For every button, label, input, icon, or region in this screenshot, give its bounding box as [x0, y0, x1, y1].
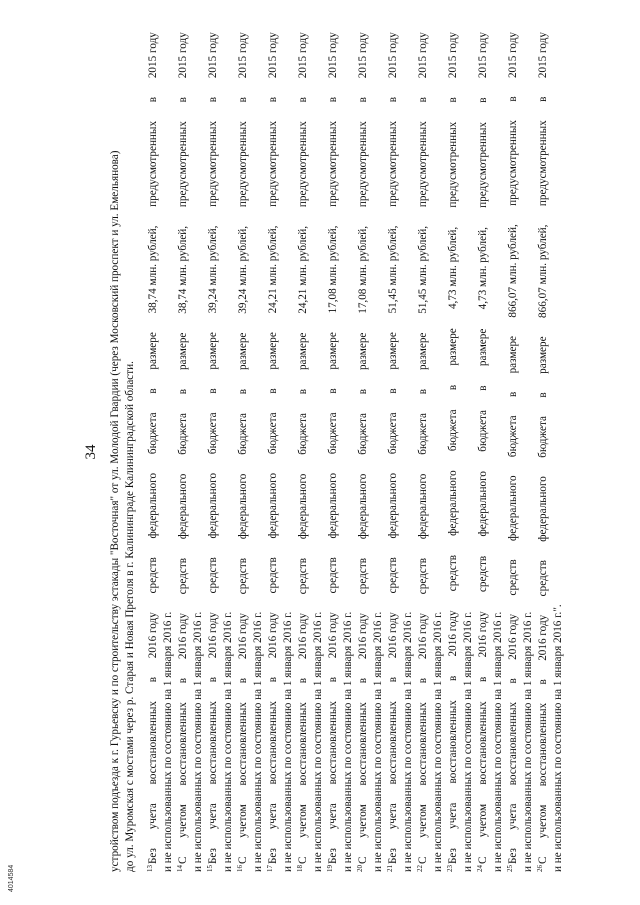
footnote-word: в	[537, 392, 549, 398]
footnote-word: восстановленных	[417, 702, 429, 786]
footnote-word: бюджета	[297, 413, 309, 455]
footnote-first-word	[176, 857, 191, 872]
footnote-word: 2016 году	[447, 610, 459, 657]
footnote-continuation: и не использованных по состоянию на 1 января 2016 г.	[222, 611, 234, 872]
footnote-word: в	[237, 97, 249, 103]
footnote-number: 13	[146, 865, 154, 872]
footnote-word: 2015 году	[237, 32, 249, 79]
footnote-word: предусмотренных	[537, 120, 549, 207]
footnote-word: бюджета	[447, 409, 459, 452]
footnote-first-word	[296, 857, 311, 872]
footnote-number: 22	[416, 865, 424, 872]
footnote-word: 2016 году	[147, 612, 159, 659]
footnote-word: восстановленных	[297, 702, 309, 786]
footnote-word: восстановленных	[177, 702, 189, 786]
footnote-word: в	[207, 96, 219, 103]
footnote-word-text: Без	[507, 848, 519, 864]
footnote-word: 17,08 млн. рублей,	[327, 225, 339, 314]
footnote-word: 39,24 млн. рублей,	[207, 225, 219, 314]
footnote-word: предусмотренных	[387, 120, 399, 207]
footnote	[476, 32, 506, 872]
footnote-word: в	[147, 388, 159, 394]
footnote-word: бюджета	[507, 415, 519, 458]
footnote-first-word	[416, 857, 431, 872]
footnote-line	[476, 32, 491, 872]
footnote-word: федерального	[297, 473, 309, 540]
footnote-word: средств	[537, 560, 549, 597]
footnote-word: средств	[507, 559, 519, 596]
footnote-word: предусмотренных	[357, 121, 369, 208]
footnote-word-text: Без	[207, 848, 219, 864]
footnote-word: в	[477, 676, 489, 682]
footnote-word: в	[357, 97, 369, 103]
footnote-word: предусмотренных	[297, 121, 309, 208]
footnote-word: 2016 году	[327, 612, 339, 659]
footnote-line	[416, 32, 431, 872]
footnote-word: размере	[177, 332, 189, 371]
footnote-word: в	[147, 676, 159, 683]
footnote-word: 2016 году	[477, 611, 489, 658]
footnote-continuation: и не использованных по состоянию на 1 января 2016 г.	[252, 611, 264, 872]
footnote-word: бюджета	[147, 412, 159, 455]
footnote-word: учетом	[357, 804, 369, 838]
footnote-word: федерального	[237, 473, 249, 540]
footnote-word: 2016 году	[417, 613, 429, 660]
footnote	[506, 32, 536, 872]
footnote-word: бюджета	[177, 413, 189, 455]
footnote-word: в	[357, 677, 369, 684]
footnote-word: 2015 году	[507, 32, 519, 79]
footnote	[416, 32, 446, 872]
document-id: 4014584	[8, 864, 15, 892]
footnote-word: учета	[147, 803, 159, 830]
footnote-continuation: и не использованных по состоянию на 1 января 2016 г.	[522, 611, 534, 872]
footnote-continuation: и не использованных по состоянию на 1 января 2016 г.	[342, 611, 354, 872]
footnote-first-word	[506, 848, 521, 872]
footnote-word: в	[537, 96, 549, 102]
footnote	[326, 32, 356, 872]
footnote-line	[356, 32, 371, 872]
footnote-word: предусмотренных	[177, 121, 189, 208]
footnote-word: федерального	[267, 472, 279, 539]
footnote-word: размере	[297, 332, 309, 371]
footnote-line	[536, 32, 551, 872]
footnote-first-word	[206, 848, 221, 872]
footnote-word: средств	[327, 557, 339, 594]
footnote-word: в	[357, 388, 369, 395]
footnote-word: 39,24 млн. рублей,	[237, 225, 249, 314]
footnote-word: 2015 году	[267, 32, 279, 79]
footnote-word: в	[297, 97, 309, 103]
footnote-word: предусмотренных	[477, 121, 489, 208]
footnote-word: 866,07 млн. рублей,	[537, 224, 549, 318]
footnote-word: средств	[207, 557, 219, 594]
footnote-word: в	[297, 677, 309, 684]
footnote-line	[206, 32, 221, 872]
footnote-number: 14	[176, 865, 184, 872]
footnote-line	[146, 32, 161, 872]
footnote-word: предусмотренных	[237, 121, 249, 208]
intro-paragraph	[108, 32, 138, 872]
footnote-line	[176, 32, 191, 872]
footnote-word: средств	[147, 557, 159, 594]
footnote-first-word	[266, 848, 281, 872]
footnote-word: учета	[267, 803, 279, 830]
footnote-word: средств	[297, 558, 309, 595]
footnote-word: 866,07 млн. рублей,	[507, 224, 519, 318]
footnote-word: в	[417, 388, 429, 395]
footnote-word: бюджета	[387, 412, 399, 455]
footnote-word: размере	[447, 328, 459, 366]
footnote-word-text: С	[477, 856, 489, 864]
footnote	[296, 32, 326, 872]
footnote-number: 26	[536, 865, 544, 872]
footnote-word: средств	[237, 558, 249, 595]
footnote-word: 2016 году	[297, 613, 309, 660]
footnote-word: федерального	[357, 473, 369, 540]
footnote-word: в	[417, 97, 429, 103]
footnote-word: в	[387, 676, 399, 683]
footnote-number: 15	[206, 865, 214, 872]
footnote	[146, 32, 176, 872]
footnote-word: восстановленных	[507, 701, 519, 786]
rotated-content	[80, 32, 564, 872]
footnote-word: размере	[477, 328, 489, 367]
footnote-word: 2015 году	[387, 32, 399, 79]
footnote-word: учета	[327, 803, 339, 830]
footnote-word: бюджета	[237, 413, 249, 455]
footnote-word: федерального	[387, 472, 399, 539]
footnote-word: размере	[537, 336, 549, 374]
footnote-first-word	[446, 848, 461, 872]
footnote-word: в	[327, 388, 339, 394]
footnote-continuation: и не использованных по состоянию на 1 января 2016 г.".	[552, 604, 564, 872]
footnote-word-text: Без	[267, 848, 279, 864]
footnote-word: 2016 году	[237, 613, 249, 660]
footnote-word: средств	[417, 558, 429, 595]
footnote-first-word	[236, 857, 251, 872]
footnote-word: в	[207, 388, 219, 394]
intro-line: до ул. Муромская с мостами через р. Старая и Новая Преголя в г. Калининграде Калининградской области.	[124, 361, 136, 872]
footnote-word: восстановленных	[387, 701, 399, 785]
footnote-word: размере	[507, 335, 519, 374]
footnote-word: средств	[177, 558, 189, 595]
footnote-word: федерального	[147, 472, 159, 539]
footnote-word: средств	[447, 555, 459, 592]
footnote-word: федерального	[507, 475, 519, 541]
footnote-number: 18	[296, 865, 304, 872]
footnote-word: в	[447, 97, 459, 103]
footnote-word: 38,74 млн. рублей,	[147, 225, 159, 314]
footnote-word: предусмотренных	[327, 120, 339, 207]
footnote-word: бюджета	[417, 413, 429, 455]
footnote-line	[236, 32, 251, 872]
footnote-list	[146, 32, 566, 872]
footnote-first-word	[476, 857, 491, 872]
footnote-word: размере	[237, 332, 249, 371]
footnote-word: федерального	[447, 470, 459, 536]
footnote-word: 2015 году	[177, 32, 189, 79]
footnote-word: в	[267, 676, 279, 683]
footnote	[266, 32, 296, 872]
footnote	[236, 32, 266, 872]
footnote-word: 2015 году	[537, 32, 549, 79]
footnote-word: в	[147, 96, 159, 103]
footnote-word: восстановленных	[267, 701, 279, 785]
footnote	[176, 32, 206, 872]
footnote-word: учета	[447, 802, 459, 829]
footnote-word: бюджета	[327, 412, 339, 455]
footnote-number: 25	[506, 865, 514, 872]
footnote-word-text: Без	[327, 848, 339, 864]
intro-line: устройством подъезда к г. Гурьевску и по строительству эстакады "Восточная" от ул. Молодой Гвардии (через Московский проспект и ул. Емельянова)	[109, 150, 121, 872]
footnote-word: в	[267, 96, 279, 103]
footnote-word: учетом	[477, 803, 489, 838]
footnote-word: 17,08 млн. рублей,	[357, 225, 369, 314]
footnote-word: в	[327, 96, 339, 103]
footnote-word: предусмотренных	[447, 121, 459, 208]
footnote-word: 38,74 млн. рублей,	[177, 225, 189, 314]
footnote-word-text: С	[237, 856, 249, 864]
footnote-word: 51,45 млн. рублей,	[417, 225, 429, 314]
footnote-word: в	[237, 677, 249, 684]
footnote-first-word	[326, 848, 341, 872]
footnote-word: федерального	[477, 470, 489, 537]
footnote-word: в	[177, 97, 189, 103]
footnote-word-text: С	[357, 856, 369, 864]
footnote-word: учета	[387, 803, 399, 830]
footnote-word: 2015 году	[357, 32, 369, 79]
footnote-continuation: и не использованных по состоянию на 1 января 2016 г.	[462, 611, 474, 872]
footnote-word: 51,45 млн. рублей,	[387, 225, 399, 314]
footnote-word: бюджета	[267, 412, 279, 455]
footnote-continuation: и не использованных по состоянию на 1 января 2016 г.	[402, 611, 414, 872]
footnote-word: бюджета	[357, 413, 369, 455]
footnote-word-text: С	[177, 856, 189, 864]
footnote-word: 2016 году	[177, 613, 189, 660]
footnote-word: восстановленных	[147, 701, 159, 785]
footnote-line	[446, 32, 461, 872]
footnote-word: федерального	[537, 476, 549, 542]
footnote-word: бюджета	[537, 415, 549, 458]
footnote-continuation: и не использованных по состоянию на 1 января 2016 г.	[312, 611, 324, 872]
footnote-continuation: и не использованных по состоянию на 1 января 2016 г.	[432, 611, 444, 872]
footnote-continuation: и не использованных по состоянию на 1 января 2016 г.	[372, 611, 384, 872]
footnote-word: в	[507, 391, 519, 398]
footnote-word: 2016 году	[357, 613, 369, 660]
footnote-continuation: и не использованных по состоянию на 1 января 2016 г.	[192, 611, 204, 872]
footnote-word: в	[537, 679, 549, 685]
footnote-word: в	[267, 388, 279, 394]
footnote-first-word	[536, 857, 551, 872]
footnote-line	[296, 32, 311, 872]
footnote-word: в	[327, 676, 339, 683]
footnote-word: восстановленных	[237, 702, 249, 786]
footnote-word: 2015 году	[327, 32, 339, 79]
footnote-continuation: и не использованных по состоянию на 1 января 2016 г.	[162, 611, 174, 872]
footnote-word: в	[387, 388, 399, 394]
footnote-word: восстановленных	[537, 702, 549, 787]
footnote	[446, 32, 476, 872]
footnote-word: восстановленных	[477, 701, 489, 785]
footnote-word: 2016 году	[207, 612, 219, 659]
footnote-word-text: С	[537, 856, 549, 864]
footnote-word: предусмотренных	[147, 120, 159, 207]
footnote-word: учета	[507, 803, 519, 830]
footnote-word-text: Без	[147, 848, 159, 864]
footnote-word: размере	[387, 332, 399, 370]
footnote	[356, 32, 386, 872]
footnote-word: в	[447, 675, 459, 681]
footnote-number: 21	[386, 865, 394, 872]
footnote-word: 2016 году	[537, 614, 549, 661]
footnote-word-text: Без	[447, 848, 459, 864]
footnote-word: федерального	[417, 473, 429, 540]
footnote-number: 23	[446, 865, 454, 872]
footnote-word: учетом	[177, 804, 189, 838]
footnote-word: предусмотренных	[267, 120, 279, 207]
footnote-word: в	[207, 676, 219, 683]
footnote-word: восстановленных	[327, 701, 339, 785]
footnote-word: в	[507, 96, 519, 102]
footnote-word: средств	[267, 557, 279, 594]
footnote-word: восстановленных	[207, 701, 219, 785]
footnote-word: учетом	[237, 804, 249, 838]
footnote-word: 2015 году	[417, 32, 429, 79]
page-number: 34	[83, 444, 99, 460]
footnote-number: 17	[266, 865, 274, 872]
footnote-word: 2016 году	[507, 613, 519, 660]
footnote-first-word	[146, 848, 161, 872]
footnote	[206, 32, 236, 872]
footnote	[386, 32, 416, 872]
footnote-word: размере	[357, 332, 369, 371]
footnote	[536, 32, 566, 872]
footnote-word: предусмотренных	[207, 120, 219, 207]
footnote-word: в	[387, 96, 399, 103]
footnote-continuation: и не использованных по состоянию на 1 января 2016 г.	[492, 611, 504, 872]
footnote-word: федерального	[207, 472, 219, 539]
footnote-word: 2016 году	[387, 612, 399, 659]
footnote-word: бюджета	[477, 409, 489, 452]
footnote-word: предусмотренных	[507, 120, 519, 206]
footnote-word: размере	[267, 332, 279, 370]
footnote-word: учетом	[417, 804, 429, 838]
footnote-word: федерального	[177, 473, 189, 540]
footnote-number: 24	[476, 865, 484, 872]
footnote-word: 2015 году	[147, 32, 159, 79]
footnote-word: 4,73 млн. рублей,	[447, 226, 459, 310]
footnote-word: 2016 году	[267, 612, 279, 659]
footnote-word: средств	[477, 555, 489, 593]
footnote-line	[326, 32, 341, 872]
footnote-word: размере	[327, 332, 339, 370]
footnote-word: в	[297, 388, 309, 395]
footnote-first-word	[356, 857, 371, 872]
footnote-word: 24,21 млн. рублей,	[297, 225, 309, 314]
footnote-word: федерального	[327, 472, 339, 539]
footnote-word: размере	[207, 332, 219, 370]
footnote-word: в	[237, 388, 249, 395]
footnote-word: 4,73 млн. рублей,	[477, 227, 489, 310]
footnote-continuation: и не использованных по состоянию на 1 января 2016 г.	[282, 611, 294, 872]
footnote-word: в	[477, 97, 489, 103]
footnote-word: предусмотренных	[417, 121, 429, 208]
footnote-word: 2015 году	[297, 32, 309, 79]
footnote-word: восстановленных	[357, 702, 369, 786]
footnote-word-text: С	[417, 856, 429, 864]
footnote-word: в	[447, 384, 459, 391]
footnote-word: восстановленных	[447, 700, 459, 784]
footnote-word-text: Без	[387, 848, 399, 864]
footnote-word: 2015 году	[447, 32, 459, 79]
footnote-word: 2015 году	[477, 32, 489, 79]
footnote-word: размере	[147, 332, 159, 370]
footnote-word: учетом	[537, 804, 549, 839]
footnote-word: 24,21 млн. рублей,	[267, 225, 279, 314]
footnote-line	[266, 32, 281, 872]
footnote-line	[386, 32, 401, 872]
footnote-word: 2015 году	[207, 32, 219, 79]
footnote-word: средств	[357, 558, 369, 595]
footnote-word: средств	[387, 557, 399, 594]
footnote-number: 19	[326, 865, 334, 872]
footnote-word: в	[177, 388, 189, 395]
footnote-number: 20	[356, 865, 364, 872]
footnote-word: учета	[207, 803, 219, 830]
footnote-number: 16	[236, 865, 244, 872]
footnote-first-word	[386, 848, 401, 872]
footnote-word: учетом	[297, 804, 309, 838]
footnote-word-text: С	[297, 856, 309, 864]
footnote-line	[506, 32, 521, 872]
footnote-word: размере	[417, 332, 429, 371]
footnote-word: в	[477, 385, 489, 391]
footnote-word: в	[177, 677, 189, 684]
footnote-word: в	[507, 678, 519, 684]
footnote-word: в	[417, 677, 429, 684]
footnote-word: бюджета	[207, 412, 219, 455]
